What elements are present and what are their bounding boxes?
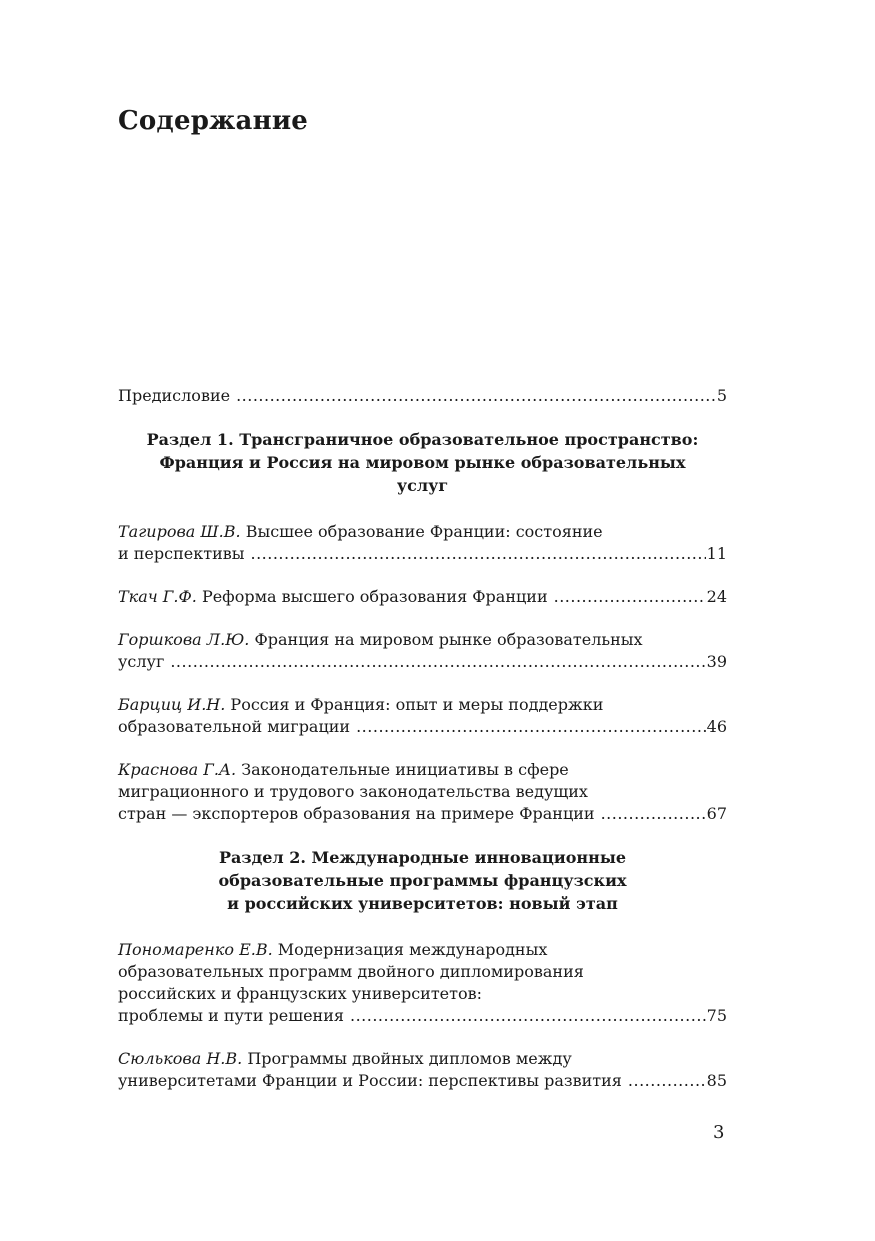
entry-title: Высшее образование Франции: состояние [240,522,603,541]
toc-entry[interactable] [118,1048,727,1092]
toc-entry-line [118,803,727,825]
entry-title: стран — экспортеров образования на примере Франции [118,804,595,823]
page-number: 75 [706,1006,727,1025]
leader-dots [356,716,706,738]
leader-dots [350,1005,706,1027]
page-number: 46 [706,717,727,736]
entry-title: образовательной миграции [118,717,351,736]
entry-line [118,629,727,651]
section-heading-line: Франция и Россия на мировом рынке образовательных [159,453,686,472]
section-heading-line: услуг [396,476,449,495]
page-number: 39 [706,652,727,671]
entry-author: Пономаренко Е.В. [118,940,273,959]
entry-title: Законодательные инициативы в сфере [236,760,569,779]
entry-author: Сюлькова Н.В. [118,1049,243,1068]
page-number: 85 [706,1071,727,1090]
toc-entry-preface[interactable] [118,385,727,407]
toc-entry-line [118,586,727,608]
toc-entry[interactable] [118,694,727,738]
section-heading-2 [118,846,727,915]
entry-title: Россия и Франция: опыт и меры поддержки [225,695,604,714]
entry-author: Барциц И.Н. [118,695,226,714]
entry-author: Краснова Г.А. [118,760,237,779]
page-number: 24 [706,587,727,606]
toc-entry-line [118,385,727,407]
entry-title: Модернизация международных [272,940,548,959]
page-title: Содержание [118,106,309,136]
leader-dots [601,803,706,825]
toc-entry[interactable] [118,939,727,1027]
toc-entry[interactable] [118,586,727,608]
table-of-contents [118,385,727,1113]
entry-author: Ткач Г.Ф. [118,587,197,606]
toc-entry[interactable] [118,521,727,565]
toc-entry-line [118,651,727,673]
entry-author: Горшкова Л.Ю. [118,630,250,649]
toc-entry-line [118,1005,727,1027]
toc-entry[interactable] [118,759,727,825]
entry-title: и перспективы [118,544,245,563]
leader-dots [554,586,706,608]
leader-dots [170,651,705,673]
entry-line: образовательных программ двойного дипломирования [118,962,584,981]
entry-line [118,521,727,543]
toc-entry-line [118,716,727,738]
section-heading-line: Раздел 1. Трансграничное образовательное пространство: [146,430,699,449]
page-folio: 3 [713,1122,725,1143]
entry-line: миграционного и трудового законодательства ведущих [118,782,588,801]
entry-title: услуг [118,652,165,671]
toc-entry[interactable] [118,629,727,673]
page-number: 67 [706,804,727,823]
section-heading-1 [118,428,727,497]
entry-line [118,939,727,961]
page-number: 11 [706,544,727,563]
entry-title: проблемы и пути решения [118,1006,344,1025]
leader-dots [628,1070,706,1092]
toc-entry-line [118,1070,727,1092]
page-number: 5 [716,386,727,405]
section-heading-line: и российских университетов: новый этап [227,894,618,913]
leader-dots [236,385,716,407]
entry-title: Франция на мировом рынке образовательных [249,630,643,649]
section-heading-line: Раздел 2. Международные инновационные [218,848,627,867]
entry-line [118,694,727,716]
entry-title: университетами Франции и России: перспективы развития [118,1071,622,1090]
entry-line: российских и французских университетов: [118,984,483,1003]
entry-author: Тагирова Ш.В. [118,522,241,541]
entry-line [118,1048,727,1070]
entry-title [118,586,548,608]
entry-title: Программы двойных дипломов между [242,1049,572,1068]
entry-title-text: Реформа высшего образования Франции [196,587,548,606]
toc-entry-line [118,543,727,565]
entry-title: Предисловие [118,386,231,405]
section-heading-line: образовательные программы французских [218,871,627,890]
entry-line [118,759,727,781]
leader-dots [250,543,705,565]
